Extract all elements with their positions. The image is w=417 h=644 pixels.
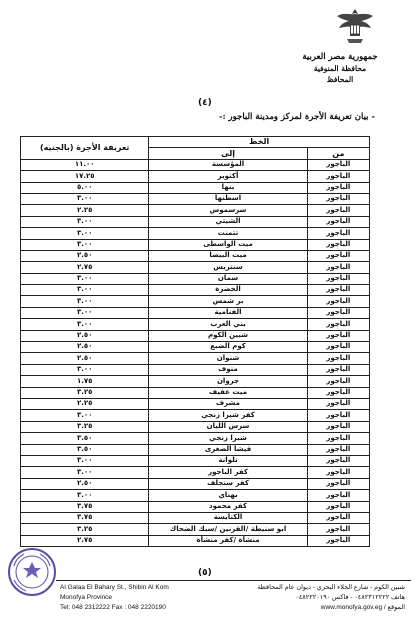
fare-cell: ٣.٠٠ bbox=[21, 285, 149, 296]
table-row bbox=[21, 387, 370, 398]
route-from-cell: الباجور bbox=[307, 205, 369, 216]
table-row bbox=[21, 307, 370, 318]
fare-cell: ٣.٧٥ bbox=[21, 512, 149, 523]
route-to-cell: اسطنها bbox=[149, 193, 307, 204]
route-from-cell: الباجور bbox=[307, 262, 369, 273]
letterhead-country: جمهورية مصر العربية bbox=[302, 52, 378, 62]
route-from-cell: الباجور bbox=[307, 330, 369, 341]
fare-cell: ٢.٥٠ bbox=[21, 330, 149, 341]
to-header: إلى bbox=[149, 148, 307, 159]
route-to-cell: أكتوبر bbox=[149, 171, 307, 182]
table-row bbox=[21, 410, 370, 421]
page-number-bottom: (٥) bbox=[198, 568, 212, 578]
route-from-cell: الباجور bbox=[307, 501, 369, 512]
route-to-cell: الشيتي bbox=[149, 216, 307, 227]
table-row bbox=[21, 478, 370, 489]
table-row bbox=[21, 171, 370, 182]
route-from-cell: الباجور bbox=[307, 182, 369, 193]
route-to-cell: الفنامية bbox=[149, 307, 307, 318]
document-title: - بيان تعريفة الأجرة لمركز ومدينة الباجور :- bbox=[218, 112, 375, 122]
route-from-cell: الباجور bbox=[307, 433, 369, 444]
route-to-cell: بنها bbox=[149, 182, 307, 193]
route-to-cell: مشرف bbox=[149, 398, 307, 409]
egypt-eagle-emblem bbox=[335, 6, 375, 48]
route-from-cell: الباجور bbox=[307, 376, 369, 387]
footer-province-en: Monofya Province bbox=[60, 594, 113, 601]
fare-cell: ٢.٢٥ bbox=[21, 398, 149, 409]
fare-cell: ٣.٠٠ bbox=[21, 490, 149, 501]
route-from-cell: الباجور bbox=[307, 353, 369, 364]
route-from-cell: الباجور bbox=[307, 364, 369, 375]
route-from-cell: الباجور bbox=[307, 228, 369, 239]
letterhead-office: المحافظ bbox=[326, 75, 354, 84]
fare-cell: ٣.٢٥ bbox=[21, 387, 149, 398]
route-from-cell: الباجور bbox=[307, 398, 369, 409]
fare-cell: ٣.٢٥ bbox=[21, 421, 149, 432]
route-from-cell: الباجور bbox=[307, 250, 369, 261]
fare-cell: ٣.٥٠ bbox=[21, 444, 149, 455]
footer-divider bbox=[56, 580, 411, 581]
route-to-cell: سرسموس bbox=[149, 205, 307, 216]
table-row bbox=[21, 364, 370, 375]
route-from-cell: الباجور bbox=[307, 239, 369, 250]
table-row bbox=[21, 285, 370, 296]
route-from-cell: الباجور bbox=[307, 193, 369, 204]
fare-cell: ٢.٧٥ bbox=[21, 262, 149, 273]
table-row bbox=[21, 490, 370, 501]
route-to-cell: بر شمس bbox=[149, 296, 307, 307]
route-from-cell: الباجور bbox=[307, 273, 369, 284]
fare-cell: ٣.٠٠ bbox=[21, 216, 149, 227]
route-to-cell: تتمنت bbox=[149, 228, 307, 239]
route-to-cell: كفر محمود bbox=[149, 501, 307, 512]
official-seal-stamp bbox=[6, 546, 58, 598]
route-to-cell: كوم الضبع bbox=[149, 342, 307, 353]
route-from-cell: الباجور bbox=[307, 342, 369, 353]
route-to-cell: المؤسسة bbox=[149, 159, 307, 170]
table-row bbox=[21, 421, 370, 432]
route-to-cell: بني العرب bbox=[149, 319, 307, 330]
fare-cell: ٣.٠٠ bbox=[21, 239, 149, 250]
table-row bbox=[21, 193, 370, 204]
route-from-cell: الباجور bbox=[307, 524, 369, 535]
route-from-cell: الباجور bbox=[307, 444, 369, 455]
route-to-cell: تلوانة bbox=[149, 455, 307, 466]
fare-cell: ١.٧٥ bbox=[21, 376, 149, 387]
footer-english bbox=[60, 583, 169, 613]
route-to-cell: جروان bbox=[149, 376, 307, 387]
table-row bbox=[21, 455, 370, 466]
fare-cell: ٢.٥٠ bbox=[21, 250, 149, 261]
fare-cell: ٣.٠٠ bbox=[21, 307, 149, 318]
route-to-cell: شبرا زنجي bbox=[149, 433, 307, 444]
fare-cell: ٣.٥٠ bbox=[21, 433, 149, 444]
fare-cell: ٣.٢٥ bbox=[21, 524, 149, 535]
route-from-cell: الباجور bbox=[307, 478, 369, 489]
fare-header: تعريفة الأجرة (بالجنيه) bbox=[21, 137, 149, 160]
fare-cell: ٣.٠٠ bbox=[21, 467, 149, 478]
route-from-cell: الباجور bbox=[307, 387, 369, 398]
route-from-cell: الباجور bbox=[307, 216, 369, 227]
route-from-cell: الباجور bbox=[307, 307, 369, 318]
table-row bbox=[21, 467, 370, 478]
table-row bbox=[21, 535, 370, 546]
fare-cell: ٢.٢٥ bbox=[21, 205, 149, 216]
footer-website[interactable]: الموقع / www.monofya.gov.eg bbox=[320, 604, 405, 611]
table-row bbox=[21, 444, 370, 455]
table-row bbox=[21, 376, 370, 387]
fare-cell: ١١.٠٠ bbox=[21, 159, 149, 170]
table-row bbox=[21, 273, 370, 284]
route-to-cell: ميت الواسطى bbox=[149, 239, 307, 250]
fare-table-body bbox=[21, 159, 370, 546]
route-to-cell: منوف bbox=[149, 364, 307, 375]
route-to-cell: كفر الباجور bbox=[149, 467, 307, 478]
fare-cell: ٣.٠٠ bbox=[21, 296, 149, 307]
table-row bbox=[21, 512, 370, 523]
from-header: من bbox=[307, 148, 369, 159]
table-row bbox=[21, 342, 370, 353]
page-number-top: (٤) bbox=[198, 98, 212, 108]
table-row bbox=[21, 524, 370, 535]
footer-phone-en: Tel: 048 2312222 Fax : 048 2220190 bbox=[60, 604, 166, 611]
route-to-cell: ميت عفيف bbox=[149, 387, 307, 398]
route-to-cell: الخضرة bbox=[149, 285, 307, 296]
route-to-cell: سرس الليان bbox=[149, 421, 307, 432]
fare-cell: ٢.٧٥ bbox=[21, 535, 149, 546]
route-to-cell: بهناي bbox=[149, 490, 307, 501]
letterhead bbox=[275, 52, 405, 85]
route-to-cell: الكنايسة bbox=[149, 512, 307, 523]
route-from-cell: الباجور bbox=[307, 535, 369, 546]
letterhead-governorate: محافظة المنوفية bbox=[313, 64, 367, 73]
footer-arabic bbox=[257, 583, 405, 613]
route-from-cell: الباجور bbox=[307, 467, 369, 478]
table-row bbox=[21, 205, 370, 216]
fare-cell: ٣.٠٠ bbox=[21, 455, 149, 466]
fare-cell: ٢.٥٠ bbox=[21, 342, 149, 353]
table-row bbox=[21, 501, 370, 512]
fare-cell: ١٧.٢٥ bbox=[21, 171, 149, 182]
route-to-cell: سمان bbox=[149, 273, 307, 284]
route-from-cell: الباجور bbox=[307, 171, 369, 182]
table-row bbox=[21, 182, 370, 193]
fare-cell: ٢.٥٠ bbox=[21, 478, 149, 489]
table-row bbox=[21, 159, 370, 170]
route-from-cell: الباجور bbox=[307, 285, 369, 296]
footer-phone-ar: هاتف ٠٤٨٢٣١٢٢٢٢ - فاكس ٠٤٨٢٢٢٠١٩٠ bbox=[295, 594, 405, 601]
route-to-cell: شبين الكوم bbox=[149, 330, 307, 341]
route-header: الخط bbox=[149, 137, 370, 148]
route-from-cell: الباجور bbox=[307, 455, 369, 466]
table-row bbox=[21, 250, 370, 261]
route-to-cell: كفر شبرا زنجي bbox=[149, 410, 307, 421]
table-row bbox=[21, 330, 370, 341]
table-row bbox=[21, 353, 370, 364]
route-from-cell: الباجور bbox=[307, 319, 369, 330]
table-row bbox=[21, 228, 370, 239]
fare-cell: ٣.٠٠ bbox=[21, 410, 149, 421]
route-from-cell: الباجور bbox=[307, 421, 369, 432]
route-from-cell: الباجور bbox=[307, 490, 369, 501]
fare-cell: ٣.٠٠ bbox=[21, 319, 149, 330]
table-row bbox=[21, 216, 370, 227]
fare-cell: ٣.٠٠ bbox=[21, 273, 149, 284]
table-row bbox=[21, 319, 370, 330]
route-to-cell: منشأة /كفر منشأة bbox=[149, 535, 307, 546]
route-to-cell: ميت البيضا bbox=[149, 250, 307, 261]
table-row bbox=[21, 239, 370, 250]
fare-cell: ٢.٥٠ bbox=[21, 353, 149, 364]
route-to-cell: قيشا الصغرى bbox=[149, 444, 307, 455]
route-from-cell: الباجور bbox=[307, 410, 369, 421]
fare-cell: ٣.٠٠ bbox=[21, 228, 149, 239]
fare-cell: ٣.٧٥ bbox=[21, 501, 149, 512]
table-row bbox=[21, 296, 370, 307]
footer-address-ar: شبين الكوم - شارع الجلاء البحري - ديوان عام المحافظة bbox=[257, 584, 405, 591]
table-row bbox=[21, 398, 370, 409]
fare-cell: ٥.٠٠ bbox=[21, 182, 149, 193]
fare-cell: ٣.٠٠ bbox=[21, 193, 149, 204]
route-from-cell: الباجور bbox=[307, 512, 369, 523]
route-to-cell: كفر سنجلف bbox=[149, 478, 307, 489]
route-from-cell: الباجور bbox=[307, 296, 369, 307]
route-to-cell: شنوان bbox=[149, 353, 307, 364]
footer-address-en: Al Galaa El Bahary St., Shibin Al Kom bbox=[60, 584, 169, 591]
table-row bbox=[21, 433, 370, 444]
route-to-cell: سنتريس bbox=[149, 262, 307, 273]
fare-table bbox=[20, 136, 370, 547]
route-to-cell: ابو سنيطة /القرنين /سبك الضحاك bbox=[149, 524, 307, 535]
fare-cell: ٣.٠٠ bbox=[21, 364, 149, 375]
route-from-cell: الباجور bbox=[307, 159, 369, 170]
table-row bbox=[21, 262, 370, 273]
